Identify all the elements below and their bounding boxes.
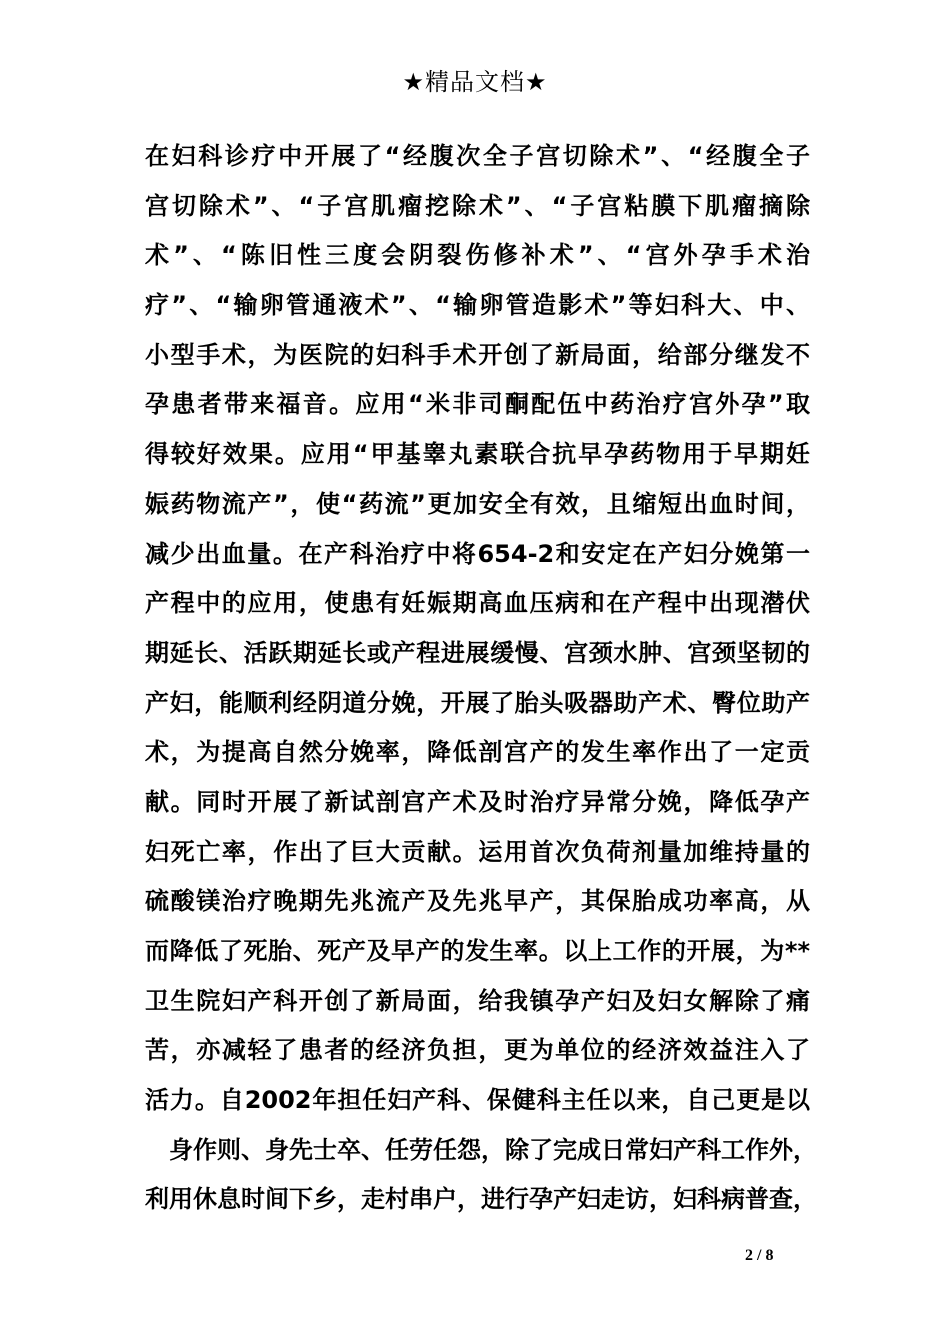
body-line: 卫生院妇产科开创了新局面，给我镇孕产妇及妇女解除了痛 bbox=[145, 986, 810, 1015]
body-line: 术”、“陈旧性三度会阴裂伤修补术”、“宫外孕手术治 bbox=[145, 241, 810, 270]
body-line: 娠药物流产”，使“药流”更加安全有效，且缩短出血时间， bbox=[145, 489, 810, 518]
body-line: 苦，亦减轻了患者的经济负担，更为单位的经济效益注入了 bbox=[145, 1036, 810, 1065]
body-line: 献。同时开展了新试剖宫产术及时治疗异常分娩，降低孕产 bbox=[145, 787, 810, 816]
body-line: 疗”、“输卵管通液术”、“输卵管造影术”等妇科大、中、 bbox=[145, 291, 810, 320]
body-line: 孕患者带来福音。应用“米非司酮配伍中药治疗宫外孕”取 bbox=[145, 390, 810, 419]
body-line: 而降低了死胎、死产及早产的发生率。以上工作的开展，为** bbox=[145, 937, 810, 965]
body-line: 身作则、身先士卒、任劳任怨，除了完成日常妇产科工作外， bbox=[169, 1135, 817, 1164]
body-line: 妇死亡率，作出了巨大贡献。运用首次负荷剂量加维持量的 bbox=[145, 837, 810, 866]
page-header-title: ★精品文档★ bbox=[402, 68, 548, 96]
body-line: 期延长、活跃期延长或产程进展缓慢、宫颈水肿、宫颈坚韧的 bbox=[145, 638, 810, 667]
body-line: 宫切除术”、“子宫肌瘤挖除术”、“子宫粘膜下肌瘤摘除 bbox=[145, 191, 810, 220]
document-body bbox=[145, 132, 817, 1225]
body-line: 减少出血量。在产科治疗中将654-2和安定在产妇分娩第一 bbox=[145, 539, 810, 568]
body-line: 产妇，能顺利经阴道分娩，开展了胎头吸器助产术、臀位助产 bbox=[145, 688, 810, 717]
body-line: 利用休息时间下乡，走村串户，进行孕产妇走访，妇科病普查， bbox=[145, 1185, 817, 1214]
body-line: 产程中的应用，使患有妊娠期高血压病和在产程中出现潜伏 bbox=[145, 589, 810, 618]
body-line: 在妇科诊疗中开展了“经腹次全子宫切除术”、“经腹全子 bbox=[145, 142, 810, 170]
body-line: 小型手术，为医院的妇科手术开创了新局面，给部分继发不 bbox=[145, 340, 810, 369]
body-line: 硫酸镁治疗晚期先兆流产及先兆早产，其保胎成功率高，从 bbox=[145, 887, 810, 916]
body-line: 活力。自2002年担任妇产科、保健科主任以来，自己更是以 bbox=[145, 1086, 810, 1115]
page-number: 2 / 8 bbox=[745, 1247, 774, 1264]
body-line: 术，为提高自然分娩率，降低剖宫产的发生率作出了一定贡 bbox=[145, 738, 810, 767]
body-line: 得较好效果。应用“甲基睾丸素联合抗早孕药物用于早期妊 bbox=[145, 440, 810, 469]
